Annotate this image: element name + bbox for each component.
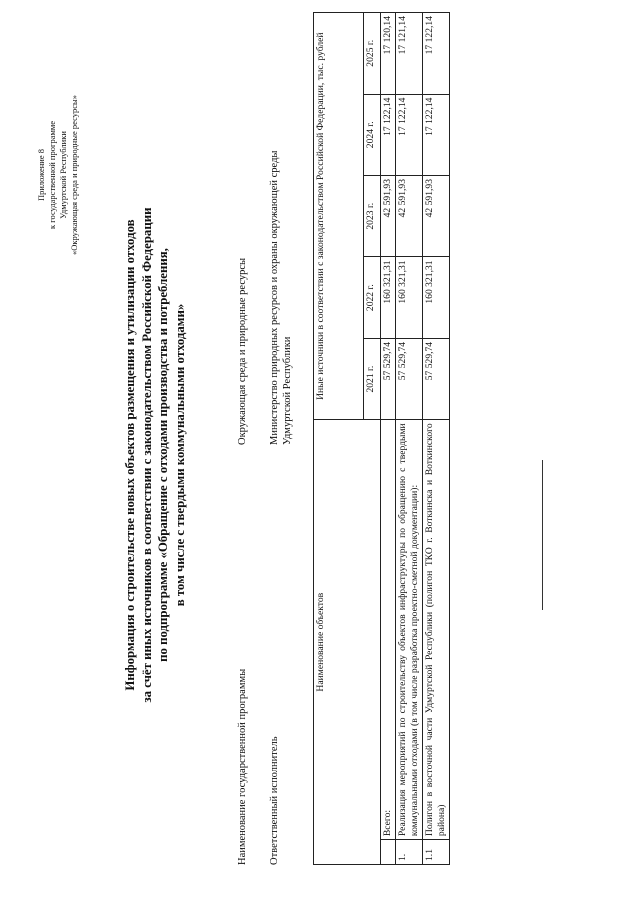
row-name: Реализация мероприятий по строительству объектов инфраструктуры по обращению с твердыми коммунальными отходами (в том числе разработка проектно-сметной документации): xyxy=(396,420,423,840)
row-value: 17 122,14 xyxy=(396,94,423,175)
row-value: 160 321,31 xyxy=(423,257,450,338)
row-value: 17 120,14 xyxy=(381,13,396,95)
appendix-line: Удмуртской Республики xyxy=(58,131,68,219)
appendix-line: к государственной программе xyxy=(47,120,57,230)
title-line: Информация о строительстве новых объектов размещения и утилизации отходов xyxy=(123,219,137,691)
row-value: 160 321,31 xyxy=(396,257,423,338)
row-value: 17 122,14 xyxy=(423,13,450,95)
construction-table xyxy=(313,12,450,865)
row-value: 57 529,74 xyxy=(423,338,450,419)
table-row-total xyxy=(381,13,396,865)
row-value: 57 529,74 xyxy=(381,338,396,419)
footer-divider xyxy=(542,460,543,610)
row-number xyxy=(381,840,396,865)
header-funding-group: Иные источники в соответствии с законодательством Российской Федерации, тыс. рублей xyxy=(314,13,364,420)
document-title xyxy=(122,175,188,735)
row-value: 42 591,93 xyxy=(381,175,396,256)
title-line: за счёт иных источников в соответствии с законодательством Российской Федерации xyxy=(139,207,154,703)
row-value: 57 529,74 xyxy=(396,338,423,419)
row-value: 160 321,31 xyxy=(381,257,396,338)
header-year: 2023 г. xyxy=(364,175,381,256)
row-number: 1.1 xyxy=(423,840,450,865)
header-object-name: Наименование объектов xyxy=(314,420,381,865)
appendix-line: Приложение 8 xyxy=(36,149,46,201)
executor-value: Министерство природных ресурсов и охраны окружающей среды Удмуртской Республики xyxy=(269,150,293,445)
title-line: по подпрограмме «Обращение с отходами производства и потребления, xyxy=(156,248,170,662)
program-label: Наименование государственной программы xyxy=(237,668,248,865)
table-row xyxy=(396,13,423,865)
header-year: 2025 г. xyxy=(364,13,381,95)
row-value: 17 122,14 xyxy=(423,94,450,175)
row-name: Всего: xyxy=(381,420,396,840)
title-line: в том числе с твердыми коммунальными отходами» xyxy=(172,303,187,607)
row-name: Полигон в восточной части Удмуртской Республики (полигон ТКО г. Воткинска и Воткинского района) xyxy=(423,420,450,840)
header-year: 2021 г. xyxy=(364,338,381,419)
row-value: 42 591,93 xyxy=(423,175,450,256)
row-value: 17 121,14 xyxy=(396,13,423,95)
executor-label: Ответственный исполнитель xyxy=(269,736,280,865)
row-number: 1. xyxy=(396,840,423,865)
row-value: 42 591,93 xyxy=(396,175,423,256)
row-value: 17 122,14 xyxy=(381,94,396,175)
header-year: 2022 г. xyxy=(364,257,381,338)
appendix-line: «Окружающая среда и природные ресурсы» xyxy=(69,95,79,255)
header-year: 2024 г. xyxy=(364,94,381,175)
appendix-note xyxy=(36,45,80,305)
program-value: Окружающая среда и природные ресурсы xyxy=(237,257,248,445)
table-row xyxy=(423,13,450,865)
